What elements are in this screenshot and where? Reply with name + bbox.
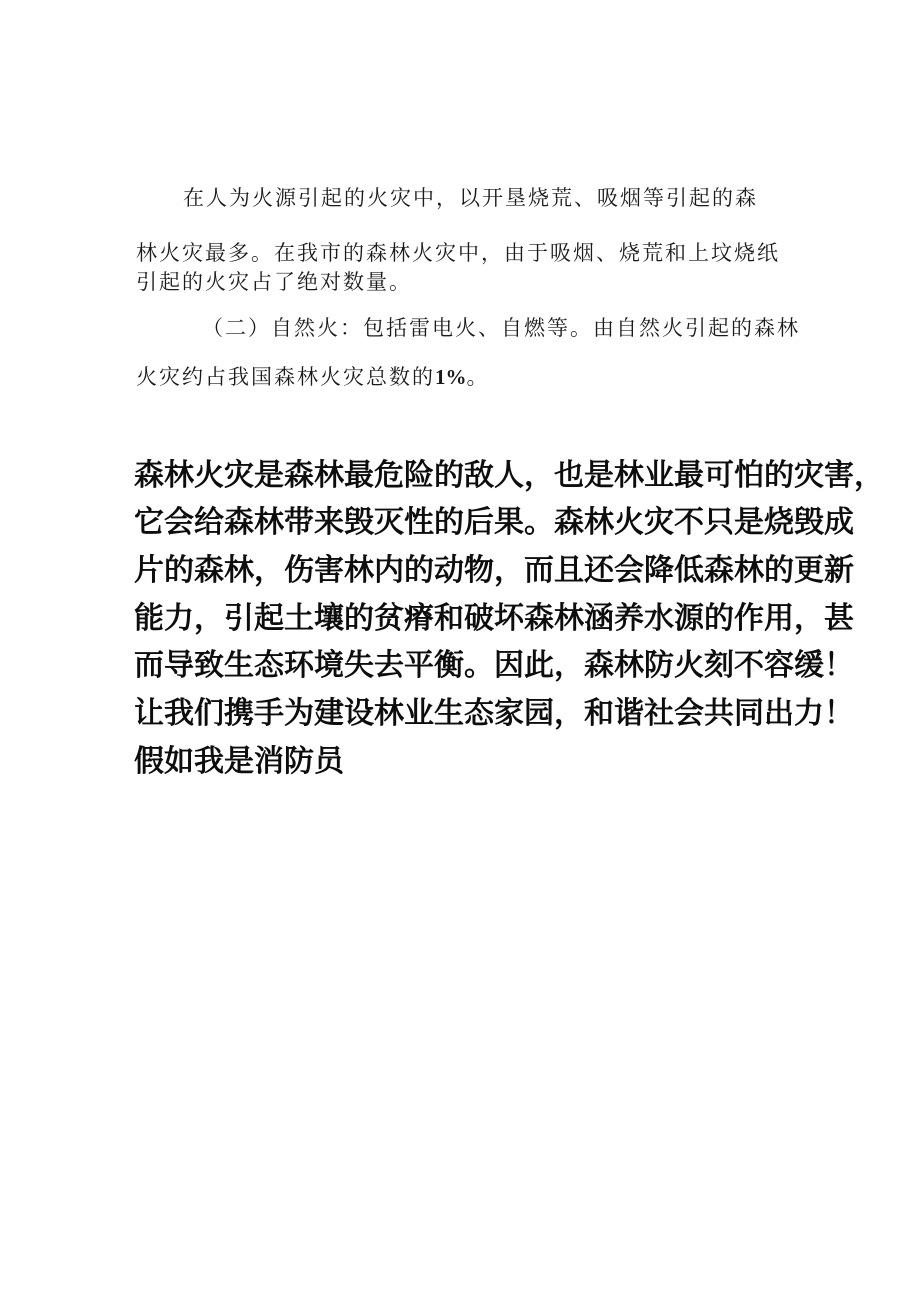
paragraph-line: 在人为火源引起的火灾中，以开垦烧荒、吸烟等引起的森 — [183, 186, 758, 210]
paragraph-punctuation: 。 — [466, 365, 490, 389]
body-line: 假如我是消防员 — [134, 744, 344, 779]
body-line: 让我们携手为建设林业生态家园，和谐社会共同出力！ — [134, 696, 854, 731]
body-line: 能力，引起土壤的贫瘠和破坏森林涵养水源的作用，甚 — [134, 601, 854, 636]
paragraph-line: 引起的火灾占了绝对数量。 — [136, 270, 412, 294]
paragraph-line: 林火灾最多。在我市的森林火灾中，由于吸烟、烧荒和上坟烧纸 — [136, 241, 780, 265]
body-line: 它会给森林带来毁灭性的后果。森林火灾不只是烧毁成 — [134, 505, 854, 540]
body-line: 片的森林，伤害林内的动物，而且还会降低森林的更新 — [134, 553, 854, 588]
percentage-value: 1% — [435, 365, 467, 389]
paragraph-text: 火灾约占我国森林火灾总数的 — [136, 365, 435, 389]
paragraph-line: （二）自然火：包括雷电火、自燃等。由自然火引起的森林 — [202, 316, 800, 340]
body-line: 森林火灾是森林最危险的敌人，也是林业最可怕的灾害， — [134, 458, 884, 493]
paragraph-line — [136, 361, 490, 391]
body-line: 而导致生态环境失去平衡。因此，森林防火刻不容缓！ — [134, 648, 854, 683]
